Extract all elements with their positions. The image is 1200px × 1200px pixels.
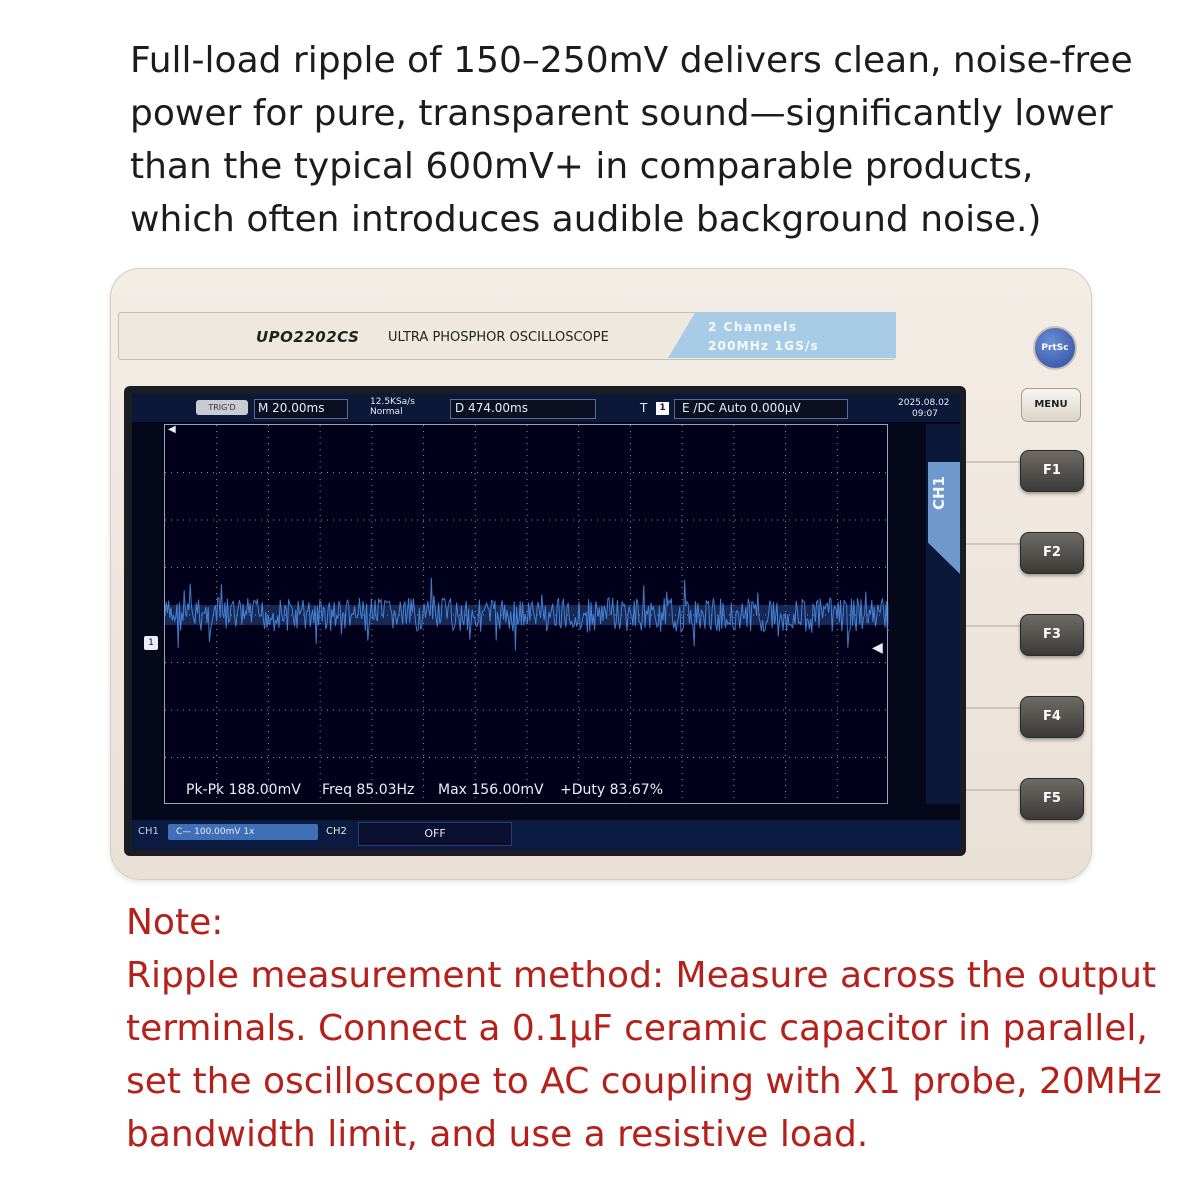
measurement-pkpk: Pk-Pk 188.00mV [186,782,301,798]
spec-bandwidth: 200MHz 1GS/s [708,339,819,353]
prtsc-button[interactable]: PrtSc [1033,326,1077,370]
f2-button[interactable]: F2 [1020,532,1084,574]
f4-button[interactable]: F4 [1020,696,1084,738]
trigger-channel-badge: 1 [656,402,669,415]
spec-channels: 2 Channels [708,320,798,334]
f3-guide-line [966,625,1024,627]
sample-rate: 12.5KSa/s [370,397,415,407]
trigger-prefix: T [640,401,648,415]
note-block [126,896,1166,1161]
waveform-grid [164,424,888,804]
f2-guide-line [966,543,1024,545]
note-title: Note: [126,902,224,943]
f1-guide-line [966,461,1024,463]
f4-guide-line [966,707,1024,709]
trace-glow-band [165,605,889,625]
channel-1-offset-marker[interactable]: 1 [144,636,158,650]
f1-button[interactable]: F1 [1020,450,1084,492]
measurement-duty: +Duty 83.67% [560,782,663,798]
f3-button[interactable]: F3 [1020,614,1084,656]
menu-button[interactable]: MENU [1021,388,1081,422]
trigger-level-arrow-icon: ◀ [872,640,883,656]
measurement-max: Max 156.00mV [438,782,544,798]
ch2-state[interactable]: OFF [358,822,512,846]
trigger-position-marker: ◀ [168,424,176,435]
model-subtitle: ULTRA PHOSPHOR OSCILLOSCOPE [388,330,609,345]
timebase-value: M 20.00ms [258,401,325,415]
waveform-plot [165,425,889,805]
measurement-freq: Freq 85.03Hz [322,782,415,798]
ch2-label: CH2 [326,826,347,837]
time-readout: 09:07 [912,409,938,419]
trigger-setting: E /DC Auto 0.000µV [682,401,801,415]
acquisition-mode: Normal [370,407,403,417]
trigger-status-badge: TRIG'D [196,400,248,415]
f5-guide-line [966,789,1024,791]
f5-button[interactable]: F5 [1020,778,1084,820]
intro-paragraph: Full-load ripple of 150–250mV delivers clean, noise-free power for pure, transparent sound—significantly lower than the typical 600mV+ in comparable products, which often introduces audible background noise.) [130,40,1133,240]
note-text: Ripple measurement method: Measure across the output terminals. Connect a 0.1µF ceramic capacitor in parallel, set the oscilloscope to AC coupling with X1 probe, 20MHz bandwidth limit, and use a resistive load. [126,955,1162,1155]
delay-value: D 474.00ms [455,401,528,415]
model-name: UPO2202CS [256,328,360,346]
date-readout: 2025.08.02 [898,398,950,408]
channel-tab-label: CH1 [930,476,948,510]
ch1-label: CH1 [138,826,159,837]
ch1-setting[interactable]: C— 100.00mV 1x [168,824,318,840]
